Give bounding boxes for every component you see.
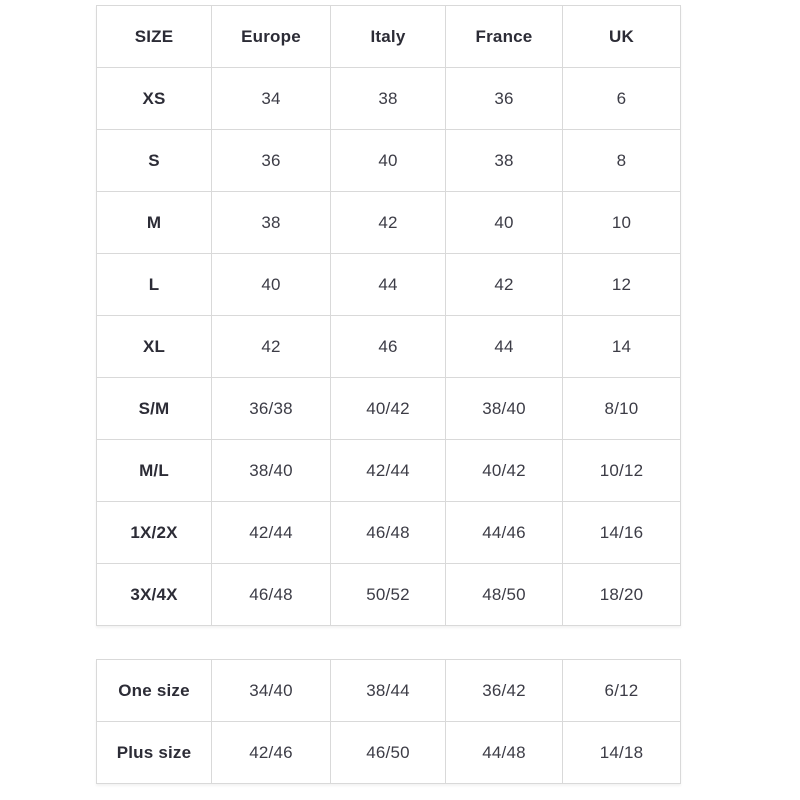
size-value-cell: 36/42 <box>446 660 563 722</box>
size-value-cell: 44/48 <box>446 722 563 784</box>
size-value-cell: 50/52 <box>331 564 446 626</box>
size-value-cell: 36/38 <box>212 378 331 440</box>
special-sizes-table <box>96 659 681 784</box>
column-header-uk: UK <box>563 6 681 68</box>
header-row <box>97 6 681 68</box>
size-value-cell: 42/44 <box>212 502 331 564</box>
size-value-cell: 42/46 <box>212 722 331 784</box>
size-value-cell: 46/48 <box>331 502 446 564</box>
size-label-cell: S <box>97 130 212 192</box>
size-value-cell: 42/44 <box>331 440 446 502</box>
size-label-cell: 3X/4X <box>97 564 212 626</box>
table-row <box>97 254 681 316</box>
size-value-cell: 46 <box>331 316 446 378</box>
column-header-france: France <box>446 6 563 68</box>
size-value-cell: 34 <box>212 68 331 130</box>
size-value-cell: 44 <box>331 254 446 316</box>
size-label-cell: M/L <box>97 440 212 502</box>
special-sizes-table-body <box>97 660 681 784</box>
size-value-cell: 36 <box>212 130 331 192</box>
size-value-cell: 42 <box>331 192 446 254</box>
size-value-cell: 40/42 <box>446 440 563 502</box>
size-value-cell: 46/48 <box>212 564 331 626</box>
size-value-cell: 48/50 <box>446 564 563 626</box>
size-value-cell: 40 <box>331 130 446 192</box>
size-value-cell: 12 <box>563 254 681 316</box>
column-header-italy: Italy <box>331 6 446 68</box>
size-value-cell: 10/12 <box>563 440 681 502</box>
size-value-cell: 38 <box>446 130 563 192</box>
size-label-cell: One size <box>97 660 212 722</box>
table-row <box>97 316 681 378</box>
column-header-europe: Europe <box>212 6 331 68</box>
size-value-cell: 38/40 <box>212 440 331 502</box>
size-value-cell: 42 <box>212 316 331 378</box>
size-label-cell: 1X/2X <box>97 502 212 564</box>
table-row <box>97 68 681 130</box>
size-value-cell: 6/12 <box>563 660 681 722</box>
size-label-cell: XL <box>97 316 212 378</box>
size-value-cell: 10 <box>563 192 681 254</box>
size-value-cell: 8 <box>563 130 681 192</box>
size-table-body <box>97 68 681 626</box>
size-value-cell: 36 <box>446 68 563 130</box>
size-label-cell: L <box>97 254 212 316</box>
size-value-cell: 44/46 <box>446 502 563 564</box>
size-value-cell: 40/42 <box>331 378 446 440</box>
size-label-cell: S/M <box>97 378 212 440</box>
size-value-cell: 44 <box>446 316 563 378</box>
size-value-cell: 34/40 <box>212 660 331 722</box>
table-row <box>97 722 681 784</box>
size-label-cell: Plus size <box>97 722 212 784</box>
size-value-cell: 38/44 <box>331 660 446 722</box>
size-value-cell: 14/16 <box>563 502 681 564</box>
table-row <box>97 440 681 502</box>
size-value-cell: 8/10 <box>563 378 681 440</box>
size-value-cell: 46/50 <box>331 722 446 784</box>
size-value-cell: 42 <box>446 254 563 316</box>
size-label-cell: XS <box>97 68 212 130</box>
size-value-cell: 38 <box>212 192 331 254</box>
table-row <box>97 378 681 440</box>
size-value-cell: 14 <box>563 316 681 378</box>
table-row <box>97 192 681 254</box>
size-value-cell: 40 <box>212 254 331 316</box>
table-row <box>97 564 681 626</box>
size-conversion-table <box>96 5 681 626</box>
size-value-cell: 38 <box>331 68 446 130</box>
size-value-cell: 6 <box>563 68 681 130</box>
table-row <box>97 502 681 564</box>
size-value-cell: 14/18 <box>563 722 681 784</box>
table-row <box>97 130 681 192</box>
table-row <box>97 660 681 722</box>
size-label-cell: M <box>97 192 212 254</box>
size-value-cell: 18/20 <box>563 564 681 626</box>
size-value-cell: 38/40 <box>446 378 563 440</box>
size-guide <box>96 5 680 784</box>
size-value-cell: 40 <box>446 192 563 254</box>
column-header-size: SIZE <box>97 6 212 68</box>
